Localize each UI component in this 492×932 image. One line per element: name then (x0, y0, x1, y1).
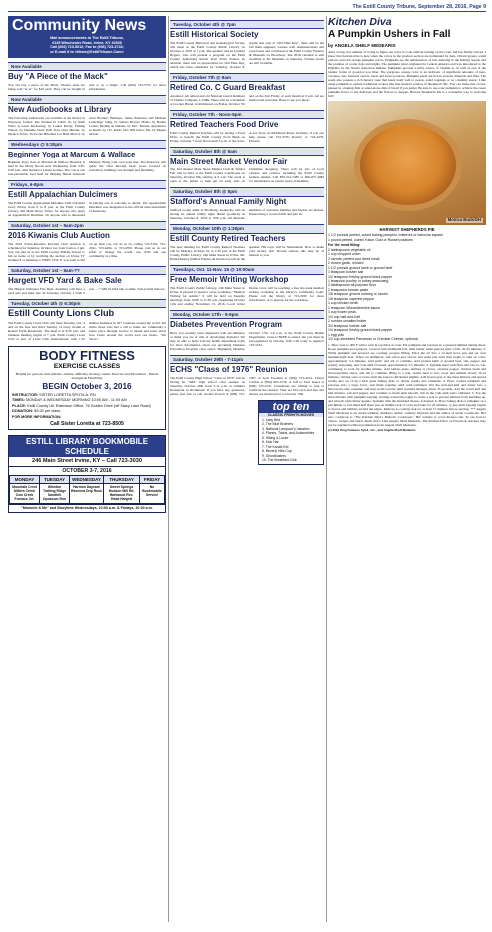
kitchen-diva-byline: by ANGELA SHELF MEDEARIS (328, 42, 396, 48)
fitness-title: BODY FITNESS (39, 347, 135, 363)
running-head-text: The Estill County Tribune, September 28, 2016, Page 9 (352, 4, 486, 10)
bookmobile-address: 246 Main Street Irvine, KY – Call 723-3030 (32, 458, 142, 465)
ingredient-line: 1 1/2 pounds ground lamb or ground beef (328, 265, 393, 270)
event-body: The Estill County Historical and Genealogical Society will meet at the Estill County Public Library on October 4, 2016 at 7 p.m. The speaker will be Lindsey Rogers, who will present a program on the Estill County Armstrong Ranch Trail Town Station. In addition, there will be preparations for Old Time Day, which has been scheduled for Saturday, October 8. Again, this year at "Old Time Day", there will be the fall main engineer, various craft demonstrations and soup beans and cornbread at the Estill County Furnace & Museum on Broadway. The 2016 calendar is still available at the Museum on Saturday. Various books are still available. (170, 40, 324, 69)
event-body: Stafford Lodge #462 at Fitchburg, Kentucky, will be having its annual family night dinner (potluck) on Saturday, October 8, 2016 at 5:00 p.m. All Masonic members of and their families and friends are invited. Please bring a covered dish and join us. (170, 208, 324, 221)
event-date-banner: Saturday, October 29th - 7-11pm (170, 355, 324, 364)
ingredient-line: 1/2 teaspoon freshly ground black pepper (328, 274, 393, 279)
fitness-donation: DONATION: $3.00 per class. (12, 409, 62, 414)
event-date-banner: Friday, October 7th @ 9am (170, 73, 324, 82)
top-ten-item: 5. Hiking & Locke (262, 435, 289, 440)
fitness-more-info: FOR MORE INFORMATION: (12, 414, 62, 419)
event-headline: Retired Teachers Food Drive (170, 120, 279, 129)
column-kitchen-diva (328, 16, 486, 922)
info-line: or E-mail it to <News@EstillTribune.Com> (50, 50, 124, 55)
ingredient-line: 1/8 teaspoon ground nutmeg or cloves (328, 292, 388, 297)
top-ten-item: 1. Lady Bird (262, 418, 281, 422)
ingredient-line: For the meat filling: (328, 243, 361, 248)
ingredient-line: 2 cloves garlic, minced (328, 261, 364, 266)
ingredient-line: 1/4 teaspoon freshly ground black pepper (328, 328, 393, 333)
community-news-info (8, 36, 166, 58)
event-date-banner: Saturday, October 8th @ 9am (170, 147, 324, 156)
news-item (170, 224, 324, 261)
kitchen-diva-copyright: (c) 2016 King Features Synd., Inc., and Angela Shelf Medearis (328, 428, 416, 433)
column-events (170, 16, 324, 922)
fitness-times: TIMES: MONDAY & WEDNESDAY MORNING 10:00 AM - 11:00 AM (12, 398, 127, 403)
top-ten-item: 2. The Blue Brothers (262, 422, 294, 427)
fitness-description: Helpful for persons with arthritis, asthma, difficulty moving. Gentle Exercise and Movement – Builds Strength & Flexibility (15, 372, 159, 381)
event-date-banner: Monday, October 17th - 5-6pm (170, 310, 324, 319)
kitchen-diva-body: After a long, hot summer of trying to figure out ways to cook without turning on the oven, fall has finally arrived. I know that harvest-time is here when the colors in the produce section are dominated by dark, vibrant greens, warm yellows and rich orange pumpkin colors. Pumpkins are the ambassadors of fall, ushering in the holiday season and the promise of cooler days and nights. The pumpkin plant originated in Central America and was introduced to the Pilgrims by the Native American Indians. Pumpkins provide a hefty source of vitamin A, as well as one of the tastiest forms of good-for-you fiber. The gorgeous orange color is an indicator of significant amounts of beta-carotene, also found in carrots, beets and sweet potatoes. Pumpkin seeds are rich in protein, minerals and fiber. The seeds also possess a rich buttery taste that lends itself well to pestos, salad toppings or as a healthy snack. I like using pumpkin to update traditional recipes like this modern version of Shepherd's Pie. You can make this crowd-pleaser in a baking dish or stand-alone dish of bread if you prefer. Be sure to use a pie pumpkin to achieve the sweet pumpkin flavor to the delicious and the flavors to deepen. Harvest Shepherds Pie is a wonderful way to welcome fall! (328, 50, 486, 99)
event-body: Have you recently been diagnosed with pre-diabetes, or think you are at risk of developing diabetes? We may be able to help! Call the health department today for more information about our upcoming Diabetes Prevention Program class series. Beginning Monday, October 17th, 5-6 p.m. at the Estill County Health Department. Class is FREE to attend, but you must be pre-registered by October 10th. Call today to register! 723-5181. (170, 330, 324, 351)
day-header: MONDAY (10, 476, 40, 484)
day-stops: Mountain Crest Millers Creek Cow Creek Furnace Jct. (10, 484, 40, 504)
top-ten-item: 6. Kick Hat (262, 440, 279, 445)
ingredient-line: 1 cup frozen peas (328, 310, 356, 315)
event-body: Estill County Retired Teachers will be having a Food Drive to benefit the Estill County Food Bank on Friday, October 7 from Noon until 5 p.m. at the Save-A-Lot Store on Richmond Road. Teachers, if you can help please call 723-3736, Robert; or 723-4479, Floretta. (170, 130, 324, 143)
ingredient-line: 1 cup chopped onion (328, 252, 361, 257)
news-item (8, 62, 166, 91)
day-header: TUESDAY (40, 476, 70, 484)
event-headline: Hargett VFD Yard & Bake Sale (8, 276, 122, 285)
day-stops: Harmon Daycare Ravenna Drip Rock (69, 484, 103, 504)
event-body: The Estill County High School "Class of 1976" will be having its "40th" high school class reunion on Saturday, October 29th from 7-11 p.m. at Gillum's Restaurant in Richmond. If you have any questions, please feel free to call Glenna Powell at (606) 723-5567 or Gail Freeman at (606) 723-4014, Cheryl Carlton at (859) 893-2158, or Jeff or Terri Isaacs at (606) 723-2547. Classmates are willing to join to celebrate the reunion. They are $10 each and size and money are needed prior to October 15th. (170, 375, 324, 396)
newspaper-page (8, 4, 486, 928)
event-body: Beginner Yoga class at Marcum & Wallace Hospital is held in the Merry Room each Wednesday from 5:30-6:30 p.m. with instructor Lanzie Gomez. The cost is one non-perishable food item for Helping Hands Outreach Ministry. Bring your own yoga mat. The instructor will guide the class through basic poses focused on relaxation, building core strength and flexibility. (8, 159, 166, 176)
top-ten-item: 7. The Karate Kid (262, 444, 289, 449)
event-headline: Beginner Yoga at Marcum & Wallace (8, 150, 136, 159)
ingredient-line: 1 pound peeled, cubed Yukon Gold or Russet potatoes (328, 237, 413, 242)
event-headline: Main Street Market Vendor Fair (170, 157, 288, 166)
top-ten-item: 3. National Lampoon's Vacation (262, 426, 310, 431)
day-stops: No Bookmobile Service (140, 484, 165, 504)
news-item (8, 95, 166, 136)
event-body: The next meeting for Estill County Retired Teachers will be Monday, October 10, at 1:30 p.m. at the Estill County Public Library, 246 Main Street in Irvine. Mr. Hank Hensley (KRTA Finance & Investors) will be the speaker. His topic will be 'Retirement: How to make your money last.' Recent retirees this may be of interest to you. (170, 245, 324, 262)
ingredient-line: 3/4 teaspoon kosher salt (328, 323, 367, 328)
event-body: The following audiobooks are available at the library in Playaway format: The Woman in Cabin 10, by Ruth Ware; A Great Reckoning, by Louise Penny; Fishing Waters, by Danielle Steel; Knit Your Own Murder, by Monica Ferris; Twice the Brindled Cat Hath Mew'd, by Alan Bradley; Bullseye, James Patterson and Michael Ledwidge; Sting, by Sandra Brown; Home, by Harlan Coben; Peeling up Daisies, by M.C. Beaton; Apprentice in Death, by J.D. Robb; Girl Will Know Me, by Megan Abbott. (8, 115, 166, 136)
event-date-banner: Saturday, October 1st – 9am-?? (8, 266, 166, 275)
ingredient-line: 1/2 cup shredded Parmesan or Cheddar Cheese, optional (328, 337, 418, 342)
body-fitness-ad (8, 346, 166, 431)
top-ten-item: 10. The Breakfast Club (262, 458, 297, 463)
fitness-place: PLACE: Estill County UK Extension Office, 76 Golden Drive (off Stacy Lane Road) (12, 403, 151, 408)
column-rule (326, 16, 327, 922)
day-header: FRIDAY (140, 476, 165, 484)
bookmobile-title: ESTILL LIBRARY BOOKMOBILE SCHEDULE (9, 436, 165, 457)
kitchen-diva-kicker: Kitchen Diva (328, 16, 392, 28)
event-date-banner: Saturday, October 1st – 9am-2pm (8, 221, 166, 230)
news-item (8, 140, 166, 176)
event-headline: Estill Appalachian Dulcimers (8, 190, 118, 199)
recipe-title: HARVEST SHEPHERDS PIE (379, 227, 435, 233)
top-ten-subtitle: CLASSIC FRIGHTS MOVIES (259, 413, 323, 417)
event-body: Attention: All retired and old National Guard members of Charlie Company 1/149th. There will be a breakfast at Cracker Barrel, in Richmond, on Friday, October 7th and on the first Friday of each month at 9 a.m. All are invited and welcome. Hope to see you there! (170, 93, 324, 106)
event-date-banner: Wednesdays @ 5:30pm (8, 140, 166, 149)
event-headline: 2016 Kiwanis Club Auction (8, 231, 110, 240)
event-body: You can buy a piece of the Mack. Theater seats are being sold "as is" for $10 each. They can be bought in sets or as a single. Call (606) 723-5755 for more information. (8, 82, 166, 91)
ingredient-line: 1/4 cup half-and-half (328, 314, 360, 319)
top-ten-item: 9. Ghostbusters (262, 453, 286, 458)
event-date-banner: Now Available (8, 62, 166, 71)
info-line: Mail announcements to The Estill Tribune, (50, 35, 124, 40)
event-date-banner: Fridays, 6-8pm (8, 180, 166, 189)
event-date-banner: Monday, October 10th @ 1:30pm (170, 224, 324, 233)
event-date-banner: Friday, October 7th - Noon-5pm (170, 110, 324, 119)
event-date-banner: Now Available (8, 95, 166, 104)
pie-filling-shape (360, 125, 456, 205)
news-item (170, 265, 324, 306)
top-ten-box (258, 400, 324, 465)
news-item (170, 110, 324, 143)
event-body: The Estill County Public Library, 246 Main Street in Irvine, is pleased to sponsor a free workshop, "Memoir Writing for Adults." It will be held on Tuesday mornings from 10:00 to 11:30 a.m., beginning October 11th and ending November 15, 2016. Local writer Donna Crow will be teaching a free six-week memoir writing workshop at the library's community room. Please call the library at 723-3030 for more information, or to sign up for the workshop. (170, 285, 324, 307)
event-headline: New Audiobooks at Library (8, 105, 112, 114)
top-ten-item: 4. Planes, Trains, and Automobiles (262, 431, 315, 436)
event-body: The Hargett Volunteer Fire Dept. Auxiliary will have a yard sale and bake sale on Saturday, October 1 from 9 a.m. – ?. Will be held rain or shine. Sale is held indoors. (8, 286, 165, 295)
day-stops: Winston Trotting Ridge Sandhill Opossum Run (40, 484, 70, 504)
news-item (170, 73, 324, 106)
recipe-ingredients (328, 233, 486, 341)
event-date-banner: Saturday, October 8th @ 5pm (170, 187, 324, 196)
day-header: THURSDAY (104, 476, 140, 484)
ingredient-line: 2 tablespoons vegetable oil (328, 247, 371, 252)
event-headline: Retired Co. C Guard Breakfast (170, 83, 286, 92)
ingredient-line: 1/8 teaspoon cayenne pepper (328, 296, 375, 301)
event-headline: Free Memoir Writing Workshop (170, 276, 289, 285)
news-item (170, 187, 324, 220)
bookmobile-table (9, 475, 165, 504)
fitness-instructor: INSTRUCTOR: SISTER LORETTA SPOTILA, RN (12, 393, 96, 398)
ingredient-line: 1 cup chicken broth (328, 301, 359, 306)
event-date-banner: Tuesday, October 4th @ 7pm (170, 20, 324, 29)
ingredient-line: 2 teaspoons tomato paste (328, 287, 369, 292)
news-item (8, 180, 166, 217)
bookmobile-dates: OCTOBER 3-7, 2016 (9, 466, 165, 475)
ingredient-line: 1 teaspoon poultry or turkey seasoning (328, 279, 389, 284)
top-ten-list (259, 417, 323, 464)
ingredient-line: 2 carrots, peeled and diced small (328, 256, 380, 261)
top-ten-logo: top ten (259, 401, 323, 413)
event-headline: Estill County Lions Club (8, 309, 115, 319)
news-item (170, 355, 324, 396)
pumpkin-pie-photo (328, 101, 486, 225)
event-headline: Buy "A Piece of the Mack" (8, 72, 108, 81)
news-item (170, 310, 324, 351)
info-line: 6135 Winchester Road, Irvine, KY 40336 (52, 40, 122, 45)
day-stops: Sweet Springs Hudson Mill Rd. Hartwood Rec. Head Hargett (104, 484, 140, 504)
event-headline: Diabetes Prevention Program (170, 320, 283, 329)
fitness-call: Call Sister Loretta at 723-8505 (50, 421, 124, 428)
info-line: Call (606) 723-5012; Fax to (606) 723-2743; (50, 45, 124, 50)
ingredient-line: 1 1/2 pounds peeled, cubed baking pumpkin, butternut or kabocha squash (328, 233, 443, 238)
bookmobile-footer: "Mommie & Me" and Storytime Wednesdays, 10:00 a.m. & Fridays, 10:30 a.m. (9, 504, 165, 511)
news-item (170, 147, 324, 184)
fitness-subtitle: EXERCISE CLASSES (53, 363, 121, 371)
event-body: The 2016 Irvine-Ravenna Kiwanis Club Auction is scheduled for Saturday, October 1st, from 9 am to 2 pm. You can join us at the Estill County Middle School to bid on items or by watching the auction on Irvine TV channel 8 or listening to WIRV 1550. If you want to bid on an item you can do so by calling 723-5181, 723-2041, 723-4404, or 723-4706. Please join us in our effort to change the world, one child and one community at a time. (8, 241, 166, 262)
column-rule (168, 16, 169, 922)
event-body: The Estill County Appalachian Dulcimer Club will meet every Friday from 6 to 8 p.m. at the Estill County Library, 246 Main Street, Irvine, for anyone who plays an Appalachian Dulcimer. Or anyone who is interested in playing one is welcome to attend. The Appalachian Dulcimer was designated as the official state instrument of Kentucky. (8, 200, 166, 217)
news-item (170, 20, 324, 69)
ingredient-line: 1 egg yolk (328, 332, 344, 337)
news-item (8, 299, 166, 341)
ingredient-line: 1 teaspoon kosher salt (328, 270, 364, 275)
event-date-banner: Tuesdays, Oct. 11-Nov. 15 @ 10:00am (170, 265, 324, 274)
top-ten-item: 8. Beverly Hills Cop (262, 449, 292, 454)
running-head (8, 4, 486, 12)
recipe-directions: 1. Heat oven to 400 F with a rack in top third of oven. Put pumpkin and potatoes in a greased rimmed baking sheet. Roast pumpkin and potatoes, covered with aluminum foil, until tender when pierced with a fork, 20-25 minutes. 2. While pumpkin and potatoes are cooking, prepare filling. Place the oil into a 12-inch stove pan and set over medium-high heat. When oil shimmers, add onion and carrots and saute just until they begin to take on color, approximately 3-4 minutes. Add garlic and stir to combine. Add ground lamb or ground beef, salt, pepper and poultry seasoning, and cook until browned, approximately 3-5 minutes. 3. Sprinkle meat with flour and toss to coat, continuing to cook for another minute. Add tomato paste, nutmeg or cloves, cayenne pepper, chicken broth and Worcestershire sauce, and stir to combine. Bring to a boil, reduce heat to low, cover and simmer slowly 10-12 minutes, stirring once or twice until the sauce is thickened slightly. Add frozen peas to the meat mixture and spread evenly into an 11-by-7-inch glass baking dish, or divide evenly into ramekins. 4. Place cooked pumpkin and potatoes into a large bowl, and mash together until well-combined. Put the half-and-half and butter into a microwave-safe container and heat in microwave until warmed through, about 35 seconds. Add the warm half and half mixture, salt and pepper, and continue to mash until smooth. Stir in the yolk until well combined. 5. Top the meat mixture with pumpkin topping, starting around the edges to create a seal to prevent mixture from bubbling up, and smooth with rubber spatula. Sprinkle with the shredded cheese, if desired. 6. Place baking dish or ramekins on a parchment or foil-lined half sheet pan on middle rack of oven and bake for 25 minutes, or just until topping begins to brown and bubbles around the edges. Remove to cooling rack for at least 15 minutes before serving. *** Angela Shelf Medearis is an award-winning children's author, culinary historian and the author of seven cookbooks. Her new cookbook is "The Kitchen Diva's Diabetic Cookbook." Her website is www.divapro.com. To see how-to videos, recipes and much, much more, Like Angela Shelf Medearis, The Kitchen Diva! on Facebook. Recipes may not be reprinted without permission from Angela Shelf Medearis. (328, 343, 486, 428)
event-headline: Estill Historical Society (170, 30, 259, 39)
fitness-begin-date: BEGIN October 3, 2016 (42, 381, 132, 391)
community-news-title: Community News (8, 16, 166, 36)
event-body: The 2nd Annual Main Street Market Craft & Vendor Fair will be held at the Estill County Courthouse on Saturday, October 8th, starting at 9 a.m. The event is open to the public to help get an early start on Christmas shopping. There will be lots of local vendors and crafters, including the Estill County farmers market. Call 859-314-7483 or 606-975-3084 for information on vendor space availability. (170, 167, 324, 184)
photo-credit: Monica Buck/GH (447, 217, 481, 223)
bookmobile-schedule (8, 435, 166, 512)
news-item (8, 266, 166, 295)
event-headline: Estill County Retired Teachers (170, 235, 286, 244)
event-body: The Estill County Lions Club will meet Tuesday, Oct. 4 and on the first and third Tuesday of every month at Raders' Farm Restaurant. The meal is at 6:30 p.m. and business meeting begins at 7 p.m. Estill County Lions Club is part of Lions Club International, with 1.35 million members in 207 countries around the world. We invite those who feel a call to make our community a better place through service to attend and learn about how Lions around the world earn our motto, "We Serve." (8, 320, 166, 341)
column-community-news (8, 16, 166, 922)
event-headline: ECHS "Class of 1976" Reunion (170, 365, 288, 374)
event-date-banner: Tuesday, October 4th @ 6:30pm (8, 299, 166, 308)
day-header: WEDNESDAY (69, 476, 103, 484)
ingredient-line: 2 ounces unsalted butter (328, 319, 367, 324)
event-headline: Stafford's Annual Family Night (170, 198, 287, 207)
ingredient-line: 2 tablespoons all-purpose flour (328, 283, 376, 288)
news-item (8, 221, 166, 262)
kitchen-diva-headline: A Pumpkin Ushers in Fall (328, 29, 451, 41)
ingredient-line: 1 teaspoon Worcestershire sauce (328, 305, 381, 310)
